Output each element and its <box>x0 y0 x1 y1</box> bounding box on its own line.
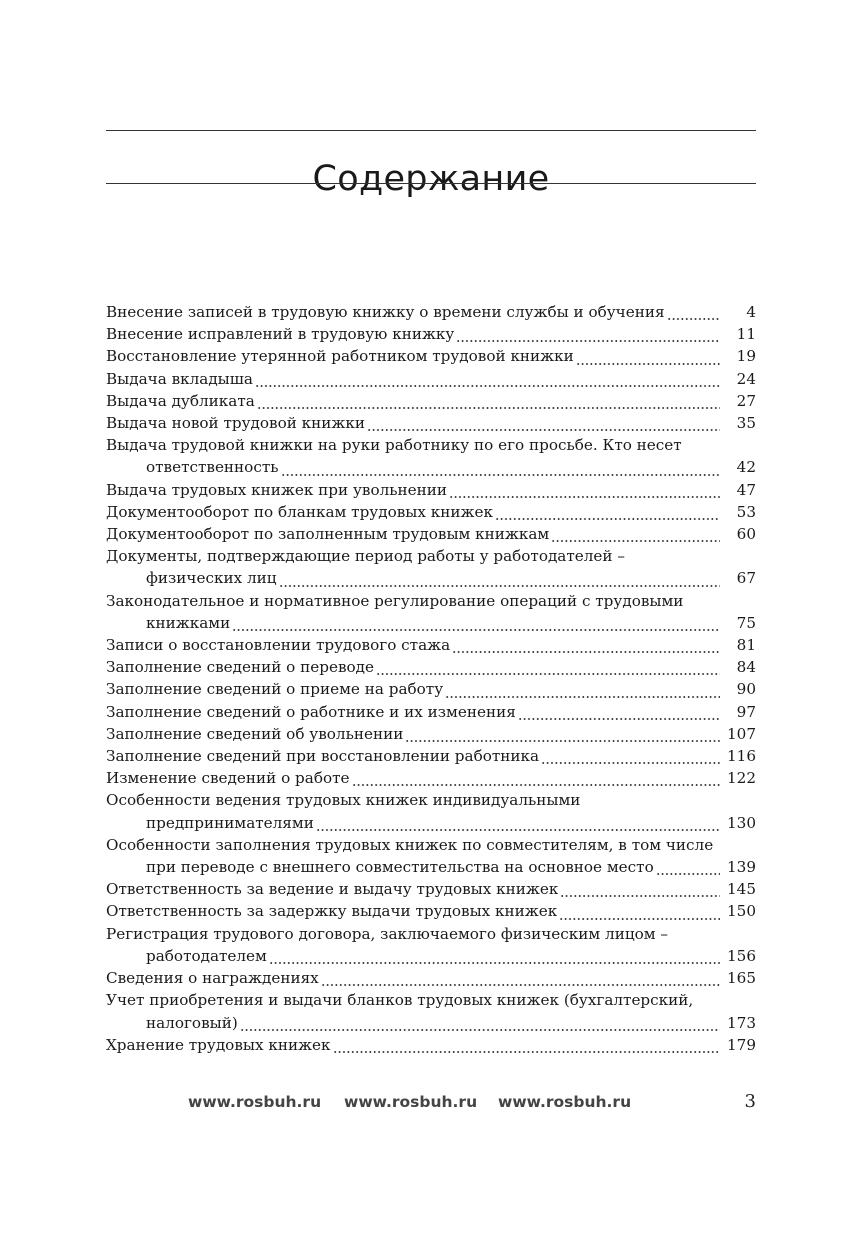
toc-page-number: 27 <box>736 391 756 410</box>
toc-dot-leader <box>560 878 720 900</box>
toc-entry[interactable] <box>106 834 756 878</box>
toc-page-number: 150 <box>727 902 756 921</box>
toc-entry-title: Заполнение сведений о работнике и их изменения <box>106 702 516 721</box>
toc-dot-leader <box>495 501 720 523</box>
toc-entry[interactable] <box>106 900 756 922</box>
toc-entry-title: Документооборот по бланкам трудовых книжек <box>106 502 493 521</box>
toc-entry[interactable] <box>106 545 756 589</box>
toc-entry-title: Регистрация трудового договора, заключаемого физическим лицом – <box>106 924 668 943</box>
toc-entry-title: при переводе с внешнего совместительства на основное место <box>146 858 654 877</box>
toc-page-number: 75 <box>736 613 756 632</box>
toc-entry-title: ответственность <box>146 458 279 477</box>
toc-dot-leader <box>255 368 720 390</box>
toc-entry-title: Выдача трудовых книжек при увольнении <box>106 480 447 499</box>
page-footer <box>0 1093 857 1117</box>
toc-entry[interactable] <box>106 368 756 390</box>
toc-entry[interactable] <box>106 301 756 323</box>
toc-page-number: 165 <box>727 969 756 988</box>
toc-page-number: 90 <box>736 680 756 699</box>
toc-entry[interactable] <box>106 878 756 900</box>
toc-dot-leader <box>232 612 720 634</box>
toc-entry-title: Сведения о награждениях <box>106 969 319 988</box>
toc-dot-leader <box>656 856 720 878</box>
toc-page-number: 60 <box>736 525 756 544</box>
toc-entry[interactable] <box>106 323 756 345</box>
toc-page-number: 24 <box>736 369 756 388</box>
toc-entry[interactable] <box>106 789 756 833</box>
toc-page-number: 145 <box>727 880 756 899</box>
toc-page-number: 42 <box>736 458 756 477</box>
title-rule-top <box>106 130 756 131</box>
toc-entry-title: Особенности ведения трудовых книжек индивидуальными <box>106 791 581 810</box>
toc-entry-title: налоговый) <box>146 1013 238 1032</box>
toc-dot-leader <box>541 745 720 767</box>
page-title: Содержание <box>312 159 550 200</box>
toc-page-number: 179 <box>727 1035 756 1054</box>
toc-page-number: 47 <box>736 480 756 499</box>
toc-entry-title: Выдача дубликата <box>106 391 255 410</box>
toc-dot-leader <box>257 390 720 412</box>
toc-entry-title: Внесение исправлений в трудовую книжку <box>106 325 455 344</box>
toc-dot-leader <box>281 457 721 479</box>
toc-entry-title: Заполнение сведений об увольнении <box>106 724 404 743</box>
toc-entry[interactable] <box>106 345 756 367</box>
footer-site-link[interactable]: www.rosbuh.ru <box>188 1093 322 1111</box>
toc-entry-title: Изменение сведений о работе <box>106 769 350 788</box>
toc-page-number: 107 <box>727 724 756 743</box>
toc-entry-title: Выдача вкладыша <box>106 369 253 388</box>
toc-page-number: 122 <box>727 769 756 788</box>
toc-dot-leader <box>452 634 720 656</box>
toc-dot-leader <box>456 323 720 345</box>
toc-entry-title: Документооборот по заполненным трудовым книжкам <box>106 525 550 544</box>
toc-entry-title: Ответственность за задержку выдачи трудовых книжек <box>106 902 558 921</box>
toc-dot-leader <box>279 568 721 590</box>
page-number: 3 <box>744 1091 756 1112</box>
toc-dot-leader <box>449 479 720 501</box>
toc-page-number: 116 <box>727 747 756 766</box>
toc-page-number: 173 <box>727 1013 756 1032</box>
toc-dot-leader <box>576 346 720 368</box>
toc-dot-leader <box>667 301 720 323</box>
toc-dot-leader <box>269 945 720 967</box>
toc-dot-leader <box>333 1034 720 1056</box>
toc-page-number: 84 <box>736 658 756 677</box>
toc-dot-leader <box>445 679 720 701</box>
toc-entry[interactable] <box>106 678 756 700</box>
toc-page-number: 11 <box>736 325 756 344</box>
toc-entry-title: Документы, подтверждающие период работы у работодателей – <box>106 547 625 566</box>
toc-page-number: 35 <box>736 414 756 433</box>
toc-entry[interactable] <box>106 989 756 1033</box>
toc-entry[interactable] <box>106 767 756 789</box>
toc-entry-title: Особенности заполнения трудовых книжек по совместителям, в том числе <box>106 835 714 854</box>
toc-entry-title: Заполнение сведений при восстановлении работника <box>106 747 540 766</box>
toc-entry-title: физических лиц <box>146 569 277 588</box>
toc-page-number: 81 <box>736 636 756 655</box>
toc-page-number: 19 <box>736 347 756 366</box>
toc-entry-title: Восстановление утерянной работником трудовой книжки <box>106 347 574 366</box>
toc-page-number: 4 <box>746 303 756 321</box>
toc-entry[interactable] <box>106 434 756 478</box>
toc-entry[interactable] <box>106 745 756 767</box>
toc-dot-leader <box>551 523 720 545</box>
toc-entry[interactable] <box>106 723 756 745</box>
toc-entry-title: Учет приобретения и выдачи бланков трудовых книжек (бухгалтерский, <box>106 991 694 1010</box>
table-of-contents <box>106 301 756 1056</box>
toc-entry-title: Заполнение сведений о приеме на работу <box>106 680 444 699</box>
toc-entry[interactable] <box>106 479 756 501</box>
toc-dot-leader <box>559 901 720 923</box>
toc-entry-title: предпринимателями <box>146 813 314 832</box>
toc-dot-leader <box>240 1012 720 1034</box>
toc-entry-title: работодателем <box>146 946 267 965</box>
toc-dot-leader <box>518 701 720 723</box>
toc-entry-title: Хранение трудовых книжек <box>106 1035 331 1054</box>
toc-dot-leader <box>316 812 720 834</box>
toc-dot-leader <box>352 767 720 789</box>
toc-entry[interactable] <box>106 967 756 989</box>
toc-dot-leader <box>321 967 720 989</box>
toc-entry-title: Законодательное и нормативное регулирование операций с трудовыми <box>106 591 684 610</box>
toc-dot-leader <box>376 656 720 678</box>
toc-entry[interactable] <box>106 656 756 678</box>
toc-page-number: 97 <box>736 702 756 721</box>
title-rule-bottom <box>106 183 756 184</box>
toc-page-number: 139 <box>727 858 756 877</box>
toc-page-number: 156 <box>727 946 756 965</box>
footer-site-link[interactable]: www.rosbuh.ru <box>344 1093 478 1111</box>
toc-page-number: 67 <box>736 569 756 588</box>
toc-entry[interactable] <box>106 412 756 434</box>
toc-entry[interactable] <box>106 523 756 545</box>
toc-entry-title: Выдача трудовой книжки на руки работнику по его просьбе. Кто несет <box>106 436 682 455</box>
toc-entry[interactable] <box>106 701 756 723</box>
toc-entry-title: книжками <box>146 613 231 632</box>
toc-dot-leader <box>367 412 720 434</box>
toc-entry[interactable] <box>106 590 756 634</box>
toc-dot-leader <box>405 723 720 745</box>
toc-entry[interactable] <box>106 634 756 656</box>
toc-entry[interactable] <box>106 501 756 523</box>
toc-page-number: 130 <box>727 813 756 832</box>
toc-page-number: 53 <box>736 502 756 521</box>
toc-entry[interactable] <box>106 1034 756 1056</box>
toc-entry-title: Записи о восстановлении трудового стажа <box>106 636 451 655</box>
toc-entry[interactable] <box>106 390 756 412</box>
toc-entry-title: Внесение записей в трудовую книжку о времени службы и обучения <box>106 303 665 321</box>
toc-entry-title: Выдача новой трудовой книжки <box>106 414 366 433</box>
toc-entry-title: Заполнение сведений о переводе <box>106 658 375 677</box>
footer-site-link[interactable]: www.rosbuh.ru <box>498 1093 632 1111</box>
toc-entry[interactable] <box>106 923 756 967</box>
toc-entry-title: Ответственность за ведение и выдачу трудовых книжек <box>106 880 559 899</box>
